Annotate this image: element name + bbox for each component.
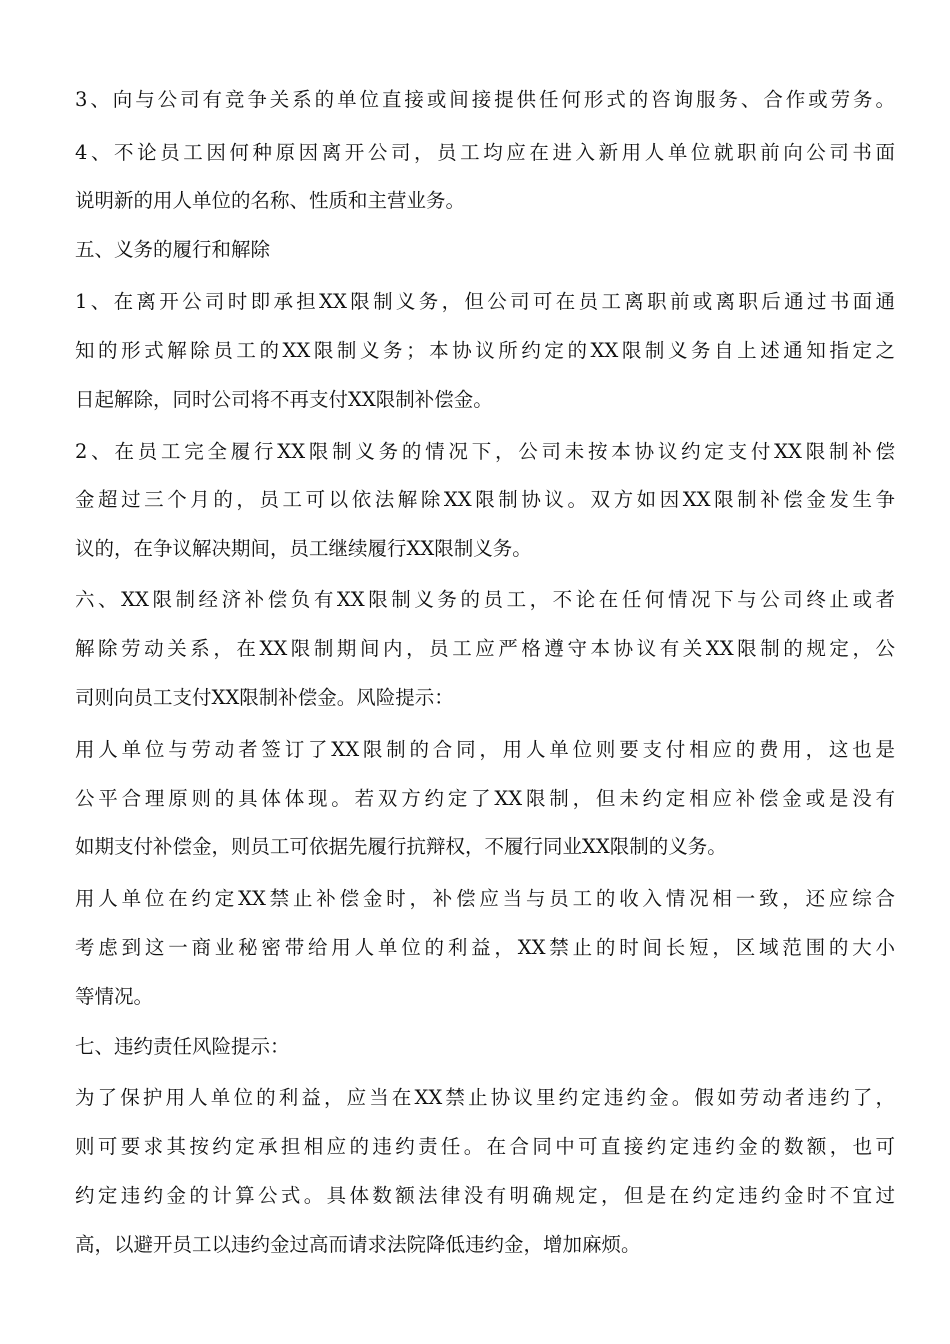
- text-line: 考虑到这一商业秘密带给用人单位的利益，XX禁止的时间长短，区域范围的大小: [75, 936, 895, 959]
- text-line: 日起解除，同时公司将不再支付XX限制补偿金。: [75, 388, 493, 411]
- text-line: 金超过三个月的，员工可以依法解除XX限制协议。双方如因XX限制补偿金发生争: [75, 488, 895, 511]
- text-line: 司则向员工支付XX限制补偿金。风险提示：: [75, 686, 454, 709]
- text-line: 4、不论员工因何种原因离开公司，员工均应在进入新用人单位就职前向公司书面: [75, 141, 895, 164]
- text-line: 说明新的用人单位的名称、性质和主营业务。: [75, 189, 466, 212]
- text-line: 约定违约金的计算公式。具体数额法律没有明确规定，但是在约定违约金时不宜过: [75, 1184, 895, 1207]
- text-line: 3、向与公司有竞争关系的单位直接或间接提供任何形式的咨询服务、合作或劳务。: [75, 88, 895, 111]
- text-line: 解除劳动关系，在XX限制期间内，员工应严格遵守本协议有关XX限制的规定，公: [75, 637, 895, 660]
- text-line: 为了保护用人单位的利益，应当在XX禁止协议里约定违约金。假如劳动者违约了，: [75, 1086, 895, 1109]
- section-heading: 七、违约责任风险提示：: [75, 1035, 290, 1058]
- text-line: 等情况。: [75, 985, 154, 1008]
- section-heading: 六、XX限制经济补偿负有XX限制义务的员工，不论在任何情况下与公司终止或者: [75, 588, 895, 611]
- text-line: 公平合理原则的具体体现。若双方约定了XX限制，但未约定相应补偿金或是没有: [75, 787, 895, 810]
- text-line: 2、在员工完全履行XX限制义务的情况下，公司未按本协议约定支付XX限制补偿: [75, 440, 895, 463]
- text-line: 用人单位在约定XX禁止补偿金时，补偿应当与员工的收入情况相一致，还应综合: [75, 887, 895, 910]
- text-line: 如期支付补偿金，则员工可依据先履行抗辩权，不履行同业XX限制的义务。: [75, 835, 727, 858]
- text-line: 知的形式解除员工的XX限制义务；本协议所约定的XX限制义务自上述通知指定之: [75, 339, 895, 362]
- text-line: 议的，在争议解决期间，员工继续履行XX限制义务。: [75, 537, 532, 560]
- text-line: 高，以避开员工以违约金过高而请求法院降低违约金，增加麻烦。: [75, 1233, 641, 1256]
- section-heading: 五、义务的履行和解除: [75, 238, 271, 261]
- text-line: 1、在离开公司时即承担XX限制义务，但公司可在员工离职前或离职后通过书面通: [75, 290, 895, 313]
- text-line: 则可要求其按约定承担相应的违约责任。在合同中可直接约定违约金的数额，也可: [75, 1135, 895, 1158]
- text-line: 用人单位与劳动者签订了XX限制的合同，用人单位则要支付相应的费用，这也是: [75, 738, 895, 761]
